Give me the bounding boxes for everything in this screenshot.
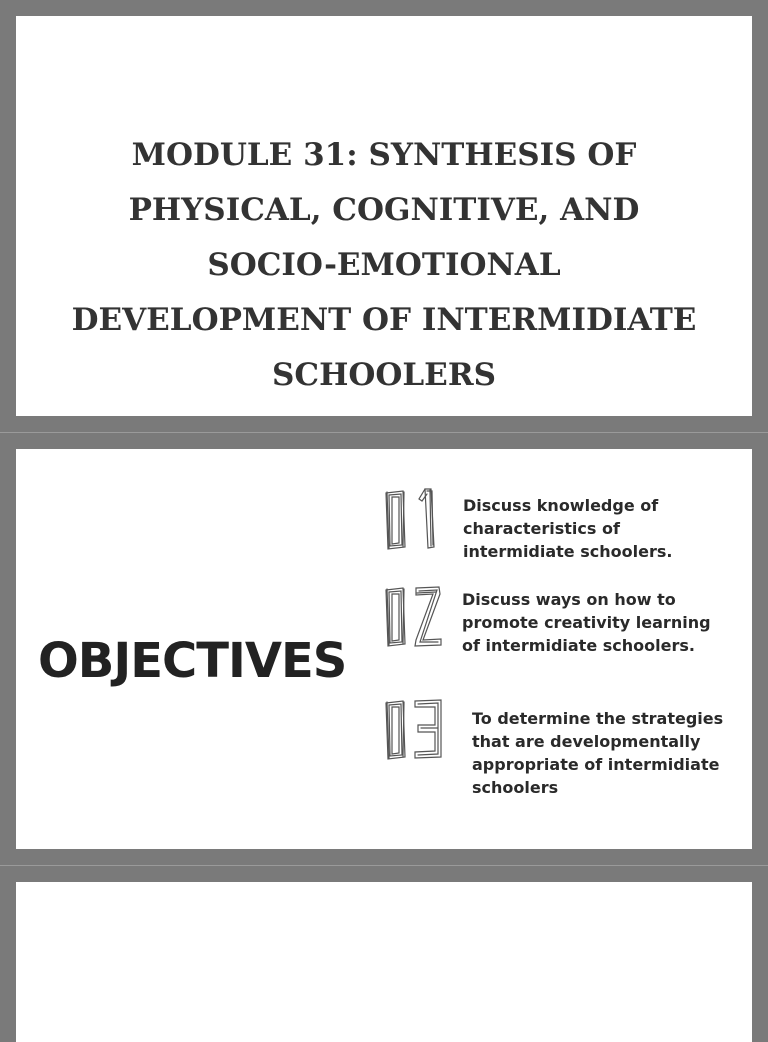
- objective-line: of intermidiate schoolers.: [462, 636, 695, 655]
- objective-line: promote creativity learning: [462, 613, 711, 632]
- objective-line: intermidiate schoolers.: [463, 542, 673, 561]
- module-title-line: DEVELOPMENT OF INTERMIDIATE: [71, 302, 697, 338]
- number-01-graphic: [383, 487, 445, 551]
- objective-line: that are developmentally: [472, 732, 701, 751]
- module-title-line: MODULE 31: SYNTHESIS OF: [131, 137, 637, 173]
- objective-line: Discuss ways on how to: [462, 590, 676, 609]
- module-title-line: SOCIO-EMOTIONAL: [207, 247, 561, 283]
- slide-divider: [0, 432, 768, 433]
- objectives-heading: OBJECTIVES: [38, 633, 347, 689]
- objective-line: Discuss knowledge of: [463, 496, 659, 515]
- objective-2-text: [462, 588, 711, 657]
- module-title-line: PHYSICAL, COGNITIVE, AND: [128, 192, 640, 228]
- number-03-graphic: [383, 697, 445, 761]
- slide-divider: [0, 865, 768, 866]
- module-title: [16, 128, 752, 403]
- slide-objectives: [16, 449, 752, 849]
- module-title-line: SCHOOLERS: [272, 357, 496, 393]
- slide-title: [16, 16, 752, 416]
- objective-1-text: [463, 494, 672, 563]
- slide-next: [16, 882, 752, 1042]
- objective-line: characteristics of: [463, 519, 620, 538]
- objective-3-text: [472, 707, 723, 799]
- objective-line: schoolers: [472, 778, 559, 797]
- objective-line: To determine the strategies: [472, 709, 724, 728]
- objective-line: appropriate of intermidiate: [472, 755, 720, 774]
- number-02-graphic: [383, 584, 445, 648]
